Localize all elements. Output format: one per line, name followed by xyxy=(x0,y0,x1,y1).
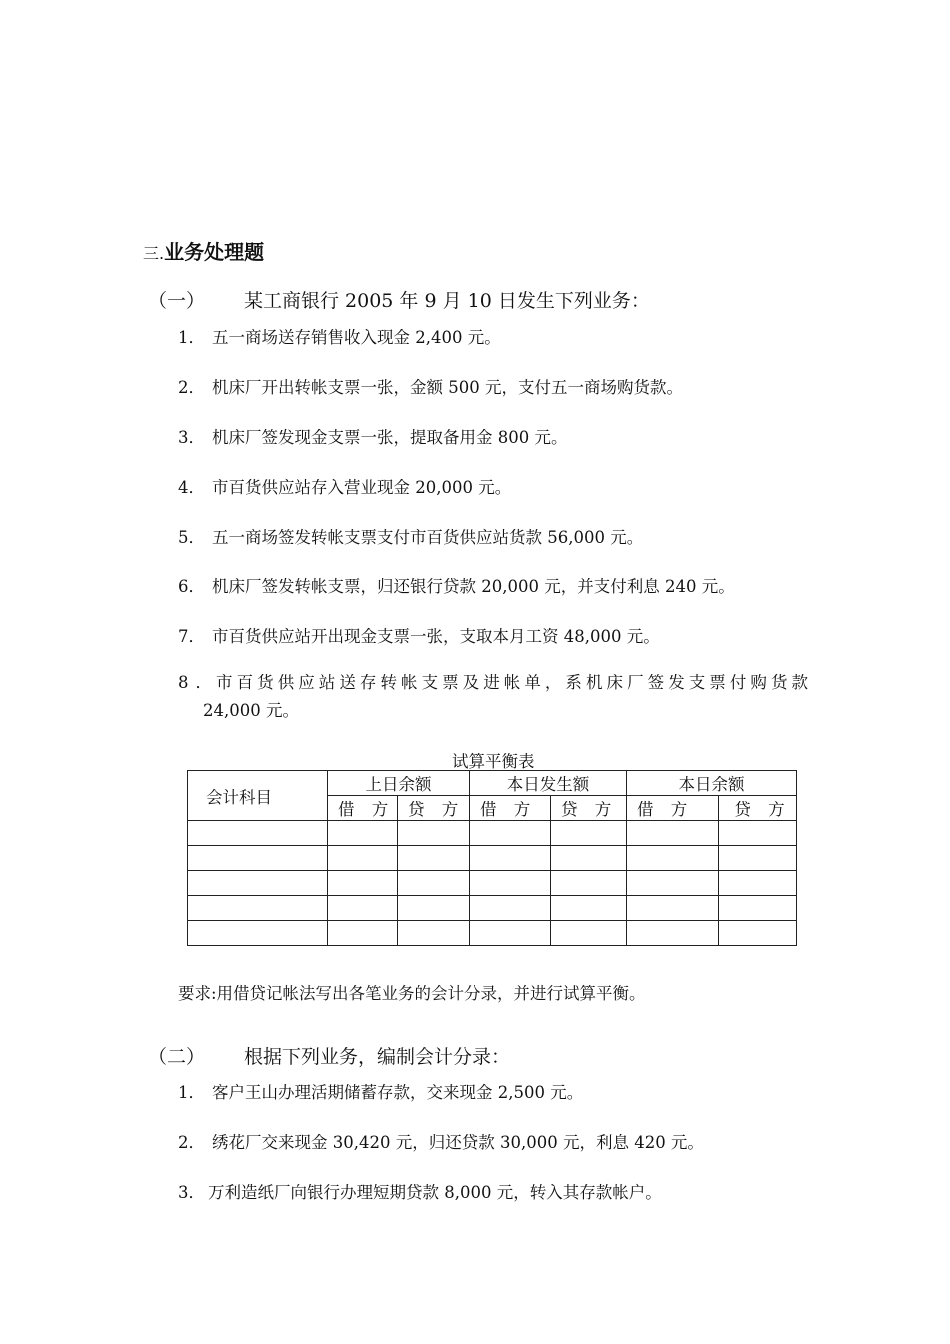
list-item xyxy=(178,324,501,348)
table-cell xyxy=(188,896,328,921)
debit-header: 借 方 xyxy=(627,796,719,821)
item-text: 绣花厂交来现金 30,420 元，归还贷款 30,000 元，利息 420 元。 xyxy=(212,1133,704,1152)
table-cell xyxy=(398,846,470,871)
credit-header: 贷 方 xyxy=(719,796,797,821)
table-cell xyxy=(470,896,551,921)
trial-balance-table xyxy=(187,770,797,946)
part2-heading xyxy=(148,1042,510,1069)
list-item xyxy=(178,1179,662,1203)
table-cell xyxy=(188,846,328,871)
item-number: 2． xyxy=(178,378,205,397)
table-cell xyxy=(627,921,719,946)
section-title-text: 业务处理题 xyxy=(164,240,265,264)
table-row xyxy=(188,821,797,846)
table-cell xyxy=(328,846,398,871)
item-number: 3． xyxy=(178,1183,205,1202)
item-text: 万利造纸厂向银行办理短期贷款 8,000 元，转入其存款帐户。 xyxy=(208,1183,662,1202)
part1-heading xyxy=(148,286,650,313)
list-item xyxy=(178,374,683,398)
table-cell xyxy=(398,821,470,846)
table-cell xyxy=(551,921,627,946)
table-cell xyxy=(551,821,627,846)
table-cell xyxy=(188,921,328,946)
list-item xyxy=(178,474,511,498)
list-item xyxy=(178,524,643,548)
group-header: 上日余额 xyxy=(328,771,470,796)
item-line-2: 24,000 元。 xyxy=(203,701,299,720)
item-text: 机床厂开出转帐支票一张，金额 500 元，支付五一商场购货款。 xyxy=(212,378,683,397)
table-cell xyxy=(719,871,797,896)
item-number: 3． xyxy=(178,428,205,447)
table-cell xyxy=(188,871,328,896)
table-row xyxy=(188,896,797,921)
table-cell xyxy=(328,871,398,896)
item-text: 市百货供应站开出现金支票一张，支取本月工资 48,000 元。 xyxy=(212,627,660,646)
table-cell xyxy=(470,871,551,896)
table-cell xyxy=(398,896,470,921)
list-item xyxy=(178,424,567,448)
table-cell xyxy=(627,896,719,921)
item-text: 市百货供应站送存转帐支票及进帐单，系机床厂签发支票付购货款 xyxy=(212,673,808,692)
part2-heading-text: 根据下列业务，编制会计分录： xyxy=(244,1046,511,1068)
table-header-row xyxy=(188,771,797,796)
section-number: 三. xyxy=(143,244,165,263)
part2-paren: （二） xyxy=(148,1046,206,1068)
table-row xyxy=(188,846,797,871)
table-cell xyxy=(328,896,398,921)
item-text: 机床厂签发现金支票一张，提取备用金 800 元。 xyxy=(212,428,568,447)
item-text: 市百货供应站存入营业现金 20,000 元。 xyxy=(212,478,512,497)
table-cell xyxy=(719,846,797,871)
item-number: 6． xyxy=(178,577,205,596)
section-title xyxy=(143,236,264,265)
table-row xyxy=(188,921,797,946)
item-text: 五一商场签发转帐支票支付市百货供应站货款 56,000 元。 xyxy=(212,528,644,547)
table-row xyxy=(188,871,797,896)
table-cell xyxy=(328,821,398,846)
item-line-1 xyxy=(178,669,808,697)
item-number: 4． xyxy=(178,478,205,497)
item-text: 机床厂签发转帐支票，归还银行贷款 20,000 元，并支付利息 240 元。 xyxy=(212,577,735,596)
list-item xyxy=(178,623,660,647)
item-number: 1． xyxy=(178,328,205,347)
group-header: 本日发生额 xyxy=(470,771,627,796)
table-cell xyxy=(719,821,797,846)
table-cell xyxy=(551,846,627,871)
table-cell xyxy=(470,821,551,846)
table-cell xyxy=(470,921,551,946)
table-cell xyxy=(398,871,470,896)
credit-header: 贷 方 xyxy=(551,796,627,821)
account-header: 会计科目 xyxy=(188,771,328,821)
credit-header: 贷 方 xyxy=(398,796,470,821)
item-number: 1． xyxy=(178,1083,205,1102)
item-number: 8． xyxy=(178,673,212,692)
table-cell xyxy=(398,921,470,946)
table-cell xyxy=(470,846,551,871)
part1-paren: （一） xyxy=(148,290,206,312)
table-cell xyxy=(719,896,797,921)
part1-heading-text: 某工商银行 2005 年 9 月 10 日发生下列业务： xyxy=(244,290,650,312)
table-cell xyxy=(188,821,328,846)
table-cell xyxy=(719,921,797,946)
item-text: 客户王山办理活期储蓄存款，交来现金 2,500 元。 xyxy=(212,1083,584,1102)
requirement-text: 要求:用借贷记帐法写出各笔业务的会计分录，并进行试算平衡。 xyxy=(178,984,646,1003)
table-cell xyxy=(627,871,719,896)
list-item xyxy=(178,1079,583,1103)
debit-header: 借 方 xyxy=(470,796,551,821)
list-item xyxy=(178,669,808,725)
item-text: 五一商场送存销售收入现金 2,400 元。 xyxy=(212,328,501,347)
debit-header: 借 方 xyxy=(328,796,398,821)
item-number: 7． xyxy=(178,627,205,646)
table-cell xyxy=(551,871,627,896)
table-cell xyxy=(328,921,398,946)
table-cell xyxy=(627,846,719,871)
group-header: 本日余额 xyxy=(627,771,797,796)
list-item xyxy=(178,1129,704,1153)
item-number: 2． xyxy=(178,1133,205,1152)
list-item xyxy=(178,573,735,597)
table-cell xyxy=(551,896,627,921)
table-caption: 试算平衡表 xyxy=(452,752,535,771)
table-cell xyxy=(627,821,719,846)
item-number: 5． xyxy=(178,528,205,547)
